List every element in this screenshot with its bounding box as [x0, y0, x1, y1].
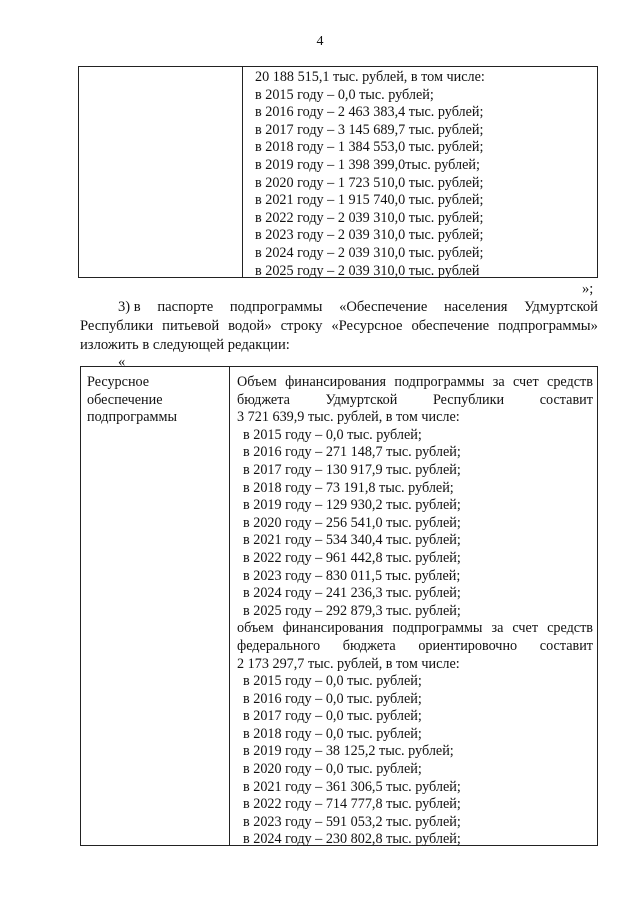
word: Республики	[80, 318, 154, 334]
amount-line: в 2019 году – 1 398 399,0тыс. рублей;	[255, 156, 480, 173]
amount-line: 20 188 515,1 тыс. рублей, в том числе:	[255, 69, 485, 85]
opening-mark: «	[118, 354, 126, 370]
amount-line: в 2018 году – 1 384 553,0 тыс. рублей;	[255, 139, 484, 156]
word: за	[492, 374, 505, 390]
federal-year-line: в 2016 году – 0,0 тыс. рублей;	[243, 690, 422, 707]
federal-year-line: в 2021 году – 361 306,5 тыс. рублей;	[243, 778, 461, 795]
republic-year-line: в 2025 году – 292 879,3 тыс. рублей;	[243, 602, 461, 619]
republic-year-line: в 2020 году – 256 541,0 тыс. рублей;	[243, 514, 461, 531]
word: федерального	[237, 637, 321, 654]
top-table	[78, 66, 598, 278]
word: Удмуртской	[325, 391, 398, 408]
republic-intro-line-1	[237, 374, 593, 392]
federal-year-line: в 2020 году – 0,0 тыс. рублей;	[243, 761, 422, 778]
word: паспорте	[157, 299, 214, 315]
word: финансирования	[285, 374, 386, 390]
resources-label-cell	[87, 374, 177, 427]
label-line: подпрограммы	[87, 409, 177, 426]
amount-line: в 2020 году – 1 723 510,0 тыс. рублей;	[255, 174, 484, 191]
label-line: обеспечение	[87, 391, 163, 408]
federal-year-line: в 2024 году – 230 802,8 тыс. рублей;	[243, 831, 461, 848]
word: Республики	[432, 391, 505, 408]
republic-year-list	[237, 427, 593, 621]
amount-line: в 2025 году – 2 039 310,0 тыс. рублей	[255, 262, 480, 279]
paragraph-line-2	[80, 317, 598, 336]
republic-year-line: в 2021 году – 534 340,4 тыс. рублей;	[243, 532, 461, 549]
label-line: Ресурсное	[87, 374, 150, 390]
federal-year-line: в 2017 году – 0,0 тыс. рублей;	[243, 708, 422, 725]
word: бюджета	[342, 637, 396, 654]
paragraph-line-1	[118, 298, 598, 317]
word: счет	[512, 620, 539, 637]
word: средств	[547, 374, 593, 390]
republic-year-line: в 2018 году – 73 191,8 тыс. рублей;	[243, 479, 454, 496]
amount-line: в 2023 году – 2 039 310,0 тыс. рублей;	[255, 227, 484, 244]
word: 3) в	[118, 299, 141, 315]
word: бюджета	[237, 391, 290, 408]
word: обеспечение	[411, 318, 490, 334]
word: счет	[513, 374, 539, 390]
paragraph-line-3: изложить в следующей редакции:	[80, 337, 290, 353]
republic-year-line: в 2015 году – 0,0 тыс. рублей;	[243, 426, 422, 443]
amount-line: в 2016 году – 2 463 383,4 тыс. рублей;	[255, 104, 484, 121]
resources-content-cell	[237, 374, 593, 849]
word: подпрограммы»	[498, 318, 598, 334]
republic-year-line: в 2024 году – 241 236,3 тыс. рублей;	[243, 585, 461, 602]
page-number: 4	[316, 34, 324, 49]
amount-line: в 2024 году – 2 039 310,0 тыс. рублей;	[255, 244, 484, 261]
federal-year-line: в 2019 году – 38 125,2 тыс. рублей;	[243, 743, 454, 760]
republic-year-line: в 2016 году – 271 148,7 тыс. рублей;	[243, 444, 461, 461]
word: «Ресурсное	[331, 318, 403, 334]
word: строку	[280, 318, 323, 334]
word: подпрограммы	[229, 299, 323, 315]
federal-total: 2 173 297,7 тыс. рублей, в том числе:	[237, 655, 460, 672]
federal-intro-line-1	[237, 620, 593, 638]
word: за	[491, 620, 504, 637]
republic-total: 3 721 639,9 тыс. рублей, в том числе:	[237, 409, 460, 426]
resources-table	[80, 366, 598, 846]
word: подпрограммы	[392, 620, 483, 637]
word: ориентировочно	[418, 637, 518, 654]
federal-intro-line-2	[237, 638, 593, 656]
federal-year-list	[237, 673, 593, 849]
word: населения	[443, 299, 508, 315]
amount-line: в 2015 году – 0,0 тыс. рублей;	[255, 86, 434, 103]
word: подпрограммы	[394, 374, 485, 390]
word: средств	[547, 620, 593, 637]
word: финансирования	[282, 620, 384, 637]
federal-year-line: в 2015 году – 0,0 тыс. рублей;	[243, 673, 422, 690]
top-table-divider	[242, 67, 243, 277]
federal-year-line: в 2023 году – 591 053,2 тыс. рублей;	[243, 813, 461, 830]
word: объем	[237, 620, 274, 637]
federal-year-line: в 2018 году – 0,0 тыс. рублей;	[243, 725, 422, 742]
republic-year-line: в 2017 году – 130 917,9 тыс. рублей;	[243, 461, 461, 478]
republic-intro-line-2	[237, 392, 593, 410]
amount-line: в 2022 году – 2 039 310,0 тыс. рублей;	[255, 209, 484, 226]
word: составит	[539, 637, 593, 654]
word: питьевой	[162, 318, 220, 334]
federal-year-line: в 2022 году – 714 777,8 тыс. рублей;	[243, 796, 461, 813]
amount-line: в 2017 году – 3 145 689,7 тыс. рублей;	[255, 121, 484, 138]
republic-year-line: в 2023 году – 830 011,5 тыс. рублей;	[243, 567, 461, 584]
top-table-closing-mark: »;	[582, 281, 594, 297]
word: водой»	[228, 318, 272, 334]
top-table-amounts	[255, 69, 595, 280]
amount-line: в 2021 году – 1 915 740,0 тыс. рублей;	[255, 192, 484, 209]
word: «Обеспечение	[339, 299, 428, 315]
word: Удмуртской	[524, 299, 598, 315]
word: составит	[539, 391, 593, 408]
republic-year-line: в 2022 году – 961 442,8 тыс. рублей;	[243, 549, 461, 566]
republic-year-line: в 2019 году – 129 930,2 тыс. рублей;	[243, 497, 461, 514]
resources-table-divider	[229, 367, 230, 845]
word: Объем	[237, 374, 277, 390]
